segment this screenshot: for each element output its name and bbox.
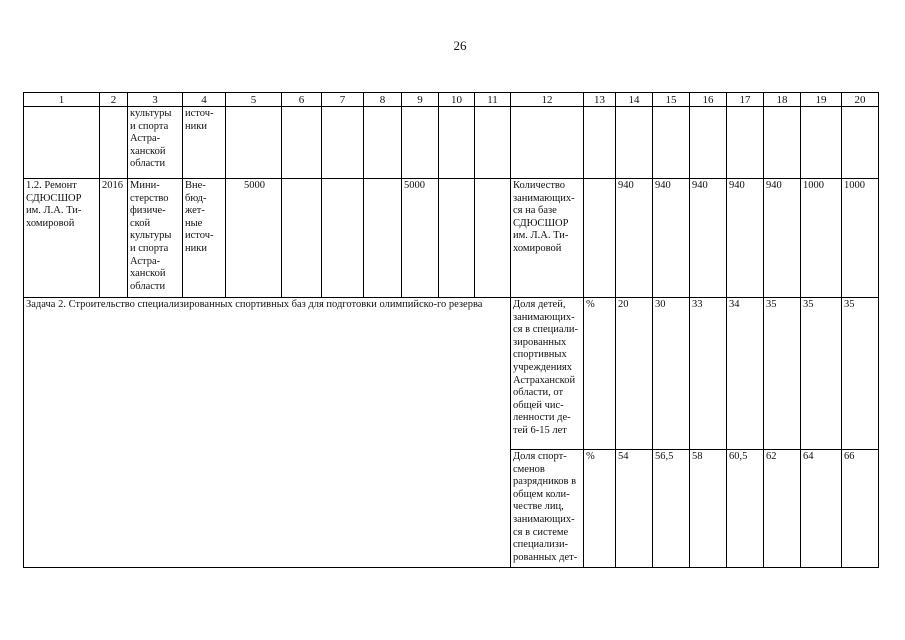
header-row (24, 93, 879, 107)
value-cell: 940 (616, 179, 653, 298)
executor-cell: культуры и спорта Астра- ханской области (128, 107, 183, 179)
executor-cell: Мини- стерство физиче- ской культуры и спорта Астра- ханской области (128, 179, 183, 298)
value-cell: 30 (653, 298, 690, 450)
unit-cell: % (584, 450, 616, 568)
table-cell (616, 107, 653, 179)
table-cell (475, 179, 511, 298)
column-header: 8 (364, 93, 402, 107)
table-cell (439, 107, 475, 179)
value-cell: 66 (842, 450, 879, 568)
table-cell (402, 107, 439, 179)
value-cell: 34 (727, 298, 764, 450)
column-header: 6 (282, 93, 322, 107)
column-header: 4 (183, 93, 226, 107)
column-header: 12 (511, 93, 584, 107)
table-cell (322, 107, 364, 179)
column-header: 2 (100, 93, 128, 107)
table-cell (439, 179, 475, 298)
column-header: 1 (24, 93, 100, 107)
indicator-cell: Доля спорт- сменов разрядников в общем коли- честве лиц, занимающих- ся в системе специализи- рованных дет- (511, 450, 584, 568)
funding-source-cell: Вне- бюд- жет- ные источ- ники (183, 179, 226, 298)
column-header: 11 (475, 93, 511, 107)
year-cell: 2016 (100, 179, 128, 298)
table-cell (24, 107, 100, 179)
table-row (24, 298, 879, 450)
table-row (24, 107, 879, 179)
funding-amount-cell: 5000 (402, 179, 439, 298)
column-header: 14 (616, 93, 653, 107)
column-header: 7 (322, 93, 364, 107)
value-cell: 940 (690, 179, 727, 298)
value-cell: 35 (842, 298, 879, 450)
table-cell (653, 107, 690, 179)
value-cell: 58 (690, 450, 727, 568)
value-cell: 35 (801, 298, 842, 450)
column-header: 15 (653, 93, 690, 107)
table-cell (282, 107, 322, 179)
value-cell: 64 (801, 450, 842, 568)
column-header: 13 (584, 93, 616, 107)
event-cell: 1.2. Ремонт СДЮСШОР им. Л.А. Ти- хомировой (24, 179, 100, 298)
table-row (24, 179, 879, 298)
table-cell (226, 107, 282, 179)
table-cell (475, 107, 511, 179)
column-header: 5 (226, 93, 282, 107)
indicator-cell: Количество занимающих- ся на базе СДЮСШОР им. Л.А. Ти- хомировой (511, 179, 584, 298)
unit-cell (584, 179, 616, 298)
column-header: 9 (402, 93, 439, 107)
indicator-cell: Доля детей, занимающих- ся в специали- зированных спортивных учреждениях Астраханской области, от общей чис- ленности де- тей 6-15 лет (511, 298, 584, 450)
value-cell: 940 (764, 179, 801, 298)
table-cell (690, 107, 727, 179)
value-cell: 940 (653, 179, 690, 298)
value-cell: 54 (616, 450, 653, 568)
table-cell (842, 107, 879, 179)
value-cell: 33 (690, 298, 727, 450)
value-cell: 60,5 (727, 450, 764, 568)
column-header: 20 (842, 93, 879, 107)
table-cell (584, 107, 616, 179)
value-cell: 1000 (842, 179, 879, 298)
table-cell (282, 179, 322, 298)
table-cell (511, 107, 584, 179)
column-header: 19 (801, 93, 842, 107)
value-cell: 35 (764, 298, 801, 450)
table-cell (100, 107, 128, 179)
column-header: 10 (439, 93, 475, 107)
table-cell (764, 107, 801, 179)
column-header: 3 (128, 93, 183, 107)
table-cell (364, 179, 402, 298)
value-cell: 940 (727, 179, 764, 298)
funding-source-cell: источ- ники (183, 107, 226, 179)
program-table (23, 92, 879, 568)
value-cell: 56,5 (653, 450, 690, 568)
column-header: 17 (727, 93, 764, 107)
table-cell (322, 179, 364, 298)
page-number: 26 (453, 38, 467, 53)
funding-amount-cell: 5000 (226, 179, 282, 298)
column-header: 18 (764, 93, 801, 107)
value-cell: 1000 (801, 179, 842, 298)
value-cell: 62 (764, 450, 801, 568)
table-cell (727, 107, 764, 179)
task-title-cell: Задача 2. Строительство специализированных спортивных баз для подготовки олимпийско-го резерва (24, 298, 511, 568)
value-cell: 20 (616, 298, 653, 450)
unit-cell: % (584, 298, 616, 450)
table-cell (364, 107, 402, 179)
column-header: 16 (690, 93, 727, 107)
table-cell (801, 107, 842, 179)
